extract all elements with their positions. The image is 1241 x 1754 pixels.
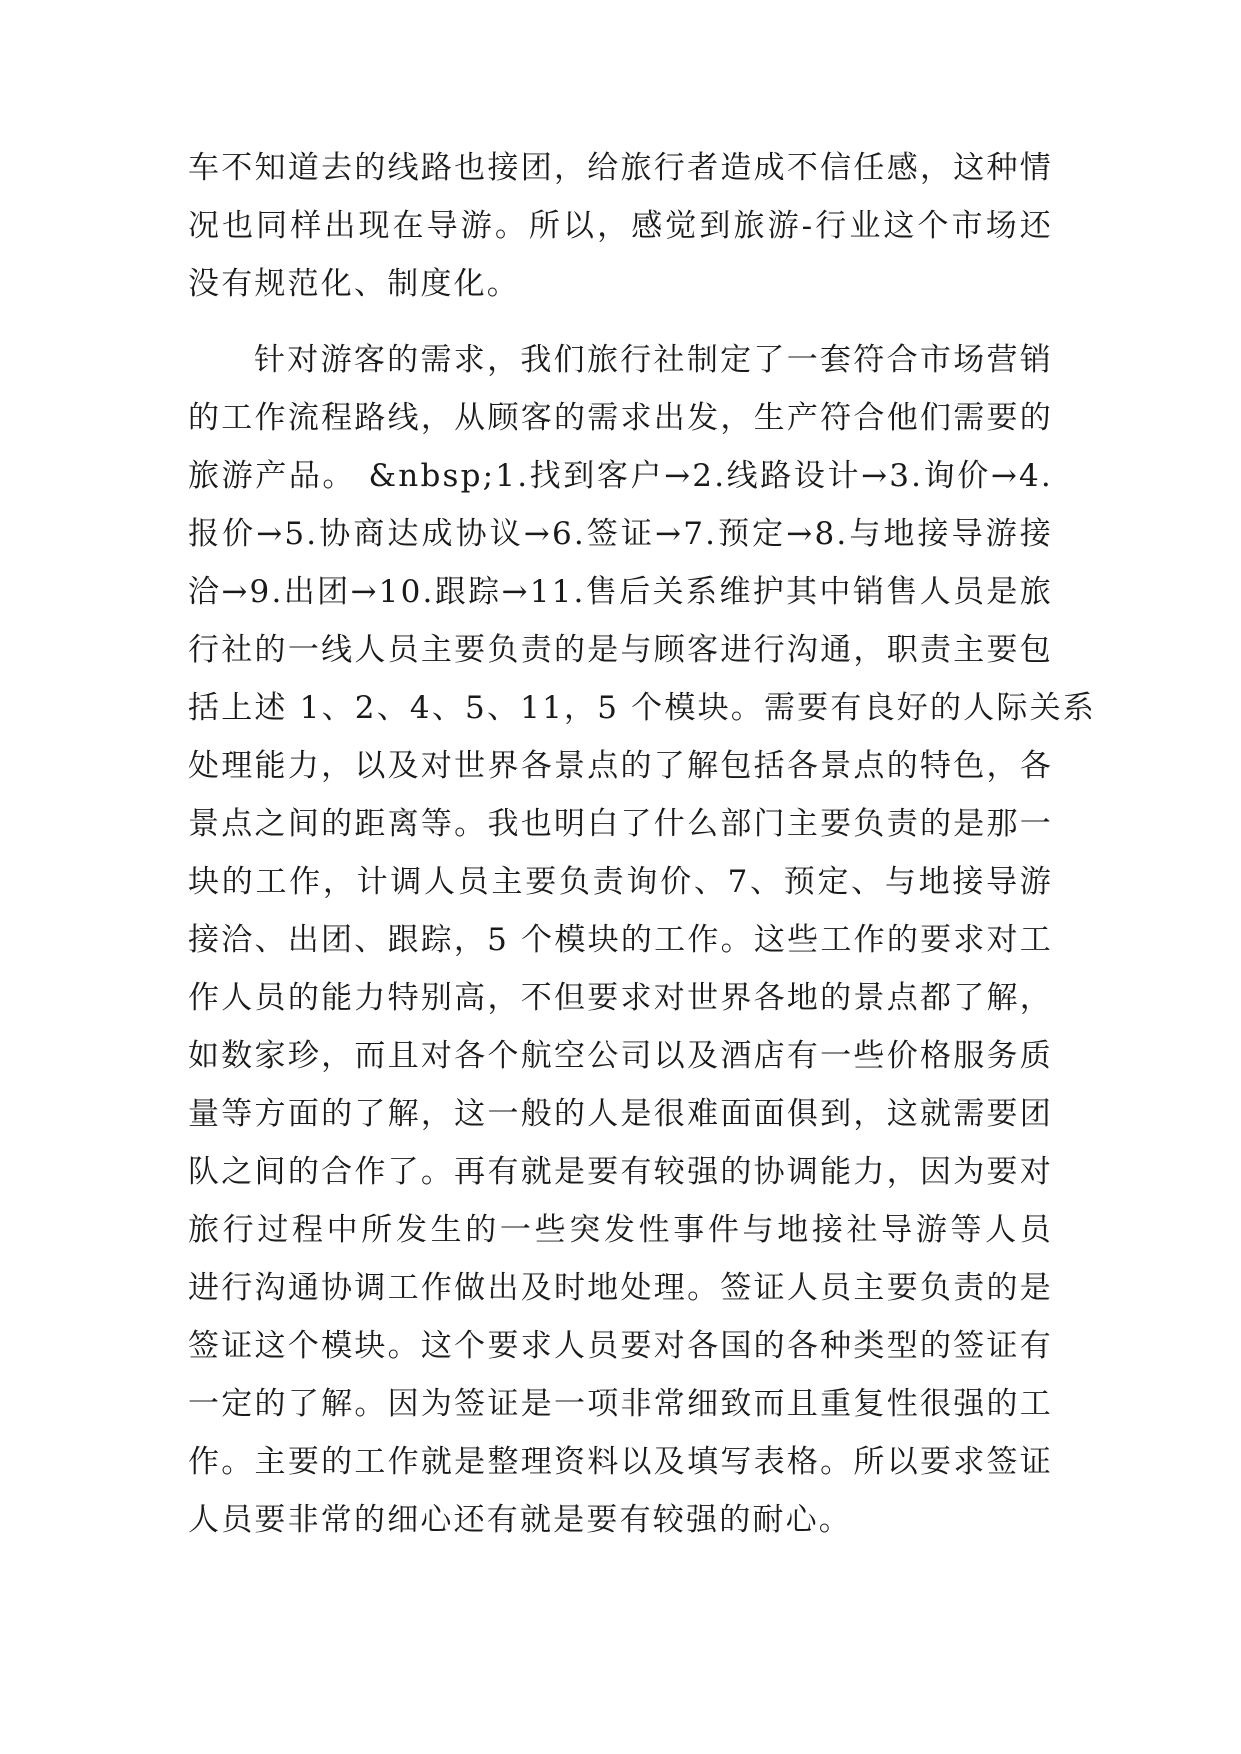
text-line: 旅行过程中所发生的一些突发性事件与地接社导游等人员 (188, 1212, 1053, 1248)
text-line: 针对游客的需求，我们旅行社制定了一套符合市场营销 (254, 342, 1053, 378)
text-line: 洽→9.出团→10.跟踪→11.售后关系维护其中销售人员是旅 (188, 574, 1053, 610)
text-line: 旅游产品。 &nbsp;1.找到客户→2.线路设计→3.询价→4. (188, 458, 1053, 494)
text-line: 处理能力，以及对世界各景点的了解包括各景点的特色，各 (188, 748, 1053, 784)
text-line: 行社的一线人员主要负责的是与顾客进行沟通，职责主要包 (188, 632, 1053, 668)
text-line: 如数家珍，而且对各个航空公司以及酒店有一些价格服务质 (188, 1038, 1053, 1074)
text-line: 景点之间的距离等。我也明白了什么部门主要负责的是那一 (188, 806, 1053, 842)
text-line: 人员要非常的细心还有就是要有较强的耐心。 (188, 1502, 852, 1538)
text-line: 况也同样出现在导游。所以，感觉到旅游-行业这个市场还 (188, 208, 1053, 244)
text-line: 车不知道去的线路也接团，给旅行者造成不信任感，这种情 (188, 150, 1053, 186)
text-line: 一定的了解。因为签证是一项非常细致而且重复性很强的工 (188, 1386, 1053, 1422)
text-line: 接洽、出团、跟踪，5 个模块的工作。这些工作的要求对工 (188, 922, 1053, 958)
text-line: 报价→5.协商达成协议→6.签证→7.预定→8.与地接导游接 (188, 516, 1053, 552)
text-line: 量等方面的了解，这一般的人是很难面面俱到，这就需要团 (188, 1096, 1053, 1132)
text-line: 队之间的合作了。再有就是要有较强的协调能力，因为要对 (188, 1154, 1053, 1190)
text-line: 括上述 1、2、4、5、11，5 个模块。需要有良好的人际关系 (188, 690, 1096, 726)
text-line: 块的工作，计调人员主要负责询价、7、预定、与地接导游 (188, 864, 1053, 900)
text-line: 没有规范化、制度化。 (188, 266, 520, 302)
text-line: 作。主要的工作就是整理资料以及填写表格。所以要求签证 (188, 1444, 1053, 1480)
text-line: 进行沟通协调工作做出及时地处理。签证人员主要负责的是 (188, 1270, 1053, 1306)
text-line: 签证这个模块。这个要求人员要对各国的各种类型的签证有 (188, 1328, 1053, 1364)
text-line: 的工作流程路线，从顾客的需求出发，生产符合他们需要的 (188, 400, 1053, 436)
text-line: 作人员的能力特别高，不但要求对世界各地的景点都了解， (188, 980, 1053, 1016)
